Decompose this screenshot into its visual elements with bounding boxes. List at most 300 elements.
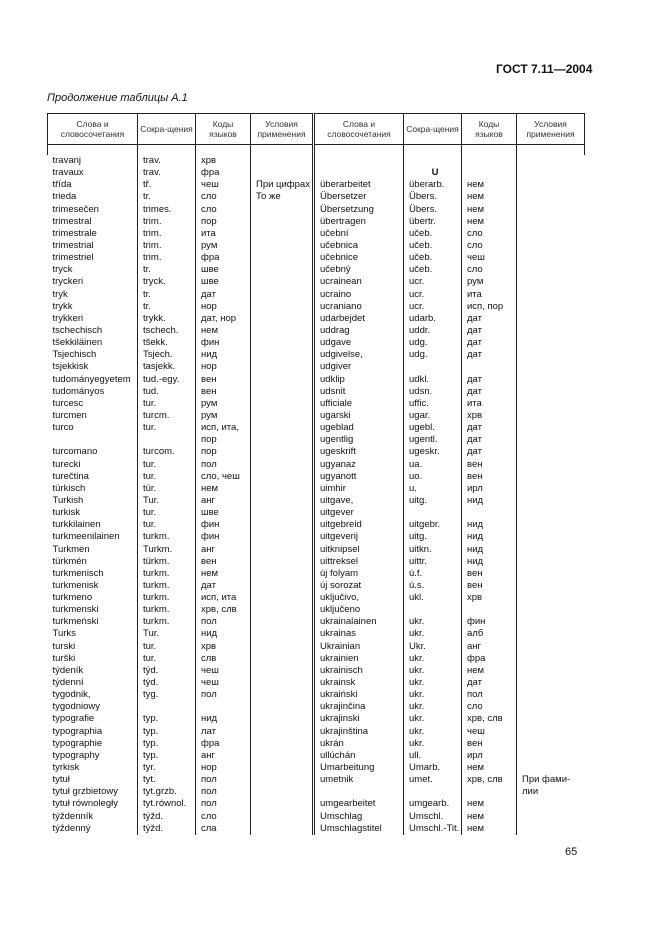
lang-right: дат xyxy=(462,325,517,337)
lang-right: нид xyxy=(462,556,517,568)
table-row xyxy=(48,410,585,422)
lang-left: фин xyxy=(196,531,251,543)
lang-left: пол xyxy=(196,786,251,798)
table-row xyxy=(48,240,585,252)
abbr-right: ukr. xyxy=(404,713,462,725)
lang-left: пол xyxy=(196,616,251,628)
abbr-left: tyt. xyxy=(138,774,196,786)
lang-left: нид xyxy=(196,713,251,725)
cond-left xyxy=(251,616,314,628)
cond-left xyxy=(251,349,314,361)
abbr-left: turcm. xyxy=(138,410,196,422)
table-row xyxy=(48,252,585,264)
abbr-left: turkm. xyxy=(138,568,196,580)
cond-left xyxy=(251,422,314,434)
word-right: učební xyxy=(314,228,404,240)
table-row xyxy=(48,289,585,301)
cond-right xyxy=(517,264,585,276)
abbr-right: Umschl. xyxy=(404,811,462,823)
word-left: turkmenisk xyxy=(52,579,99,591)
cond-right xyxy=(517,628,585,640)
cond-right xyxy=(517,386,585,398)
word-right: ucraino xyxy=(314,289,404,301)
lang-left: дат xyxy=(196,580,251,592)
abbr-left: tur. xyxy=(138,471,196,483)
word-left: turkmenski xyxy=(52,604,99,616)
table-header-row xyxy=(48,114,585,145)
cond-left xyxy=(251,446,314,458)
lang-left: вен xyxy=(196,556,251,568)
abbr-right: ukr. xyxy=(404,628,462,640)
table-row xyxy=(48,349,585,361)
standard-code: ГОСТ 7.11—2004 xyxy=(496,62,593,76)
word-left: Turkmen xyxy=(52,543,90,555)
word-left xyxy=(48,434,138,446)
table-row xyxy=(48,325,585,337)
cond-right xyxy=(517,434,585,446)
cond-left xyxy=(251,726,314,738)
table-row xyxy=(48,641,585,653)
abbr-right: udkl. xyxy=(404,374,462,386)
lang-right: нид xyxy=(462,531,517,543)
abbr-right: umgearb. xyxy=(404,798,462,810)
abbr-left: trykk. xyxy=(138,313,196,325)
word-left: tygodniowy xyxy=(52,701,101,713)
abbr-left xyxy=(138,701,196,713)
table-row xyxy=(48,568,585,580)
abbr-right: überarb. xyxy=(404,179,462,191)
word-right: ukrajinština xyxy=(314,726,404,738)
table-row xyxy=(48,726,585,738)
abbr-right: učeb. xyxy=(404,240,462,252)
page-number: 65 xyxy=(565,846,578,858)
abbr-left: Turkm. xyxy=(138,544,196,556)
table-body xyxy=(48,145,585,835)
lang-right: анг xyxy=(462,641,517,653)
word-left: typographia xyxy=(52,725,103,737)
table-row xyxy=(48,216,585,228)
lang-right: исп, пор xyxy=(462,301,517,313)
word-left: trykk xyxy=(52,300,73,312)
cond-left xyxy=(251,434,314,446)
cond-left xyxy=(251,519,314,531)
lang-left: исп, ита, xyxy=(196,422,251,434)
word-right: Umarbeitung xyxy=(314,762,404,774)
table-row xyxy=(48,616,585,628)
abbr-left: tr. xyxy=(138,191,196,203)
cond-left xyxy=(251,556,314,568)
abbr-right xyxy=(404,361,462,373)
word-left: tytuł grzbietowy xyxy=(52,786,118,798)
table-row xyxy=(48,677,585,689)
word-right: ukrainalainen xyxy=(314,616,404,628)
word-right: udgiver xyxy=(314,361,404,373)
abbr-right: ukr. xyxy=(404,665,462,677)
word-right: uitgebreid xyxy=(314,519,404,531)
lang-right: ита xyxy=(462,289,517,301)
word-right: überarbeitet xyxy=(314,179,404,191)
lang-left: фин xyxy=(196,519,251,531)
lang-right xyxy=(462,507,517,519)
cond-left xyxy=(251,665,314,677)
abbr-left: turcom. xyxy=(138,446,196,458)
cond-left xyxy=(251,604,314,616)
lang-right: дат xyxy=(462,434,517,446)
cond-left xyxy=(251,252,314,264)
cond-left xyxy=(251,701,314,713)
lang-left: анг xyxy=(196,544,251,556)
lang-right: вен xyxy=(462,459,517,471)
word-left: tryck xyxy=(52,264,73,276)
cond-left xyxy=(251,410,314,422)
cond-right xyxy=(517,556,585,568)
table-row xyxy=(48,374,585,386)
cond-left xyxy=(251,167,314,179)
abbr-left: tschech. xyxy=(138,325,196,337)
cond-right xyxy=(517,580,585,592)
word-right: udarbejdet xyxy=(314,313,404,325)
cond-left xyxy=(251,228,314,240)
lang-right xyxy=(462,604,517,616)
cond-right xyxy=(517,252,585,264)
table-row xyxy=(48,701,585,713)
cond-right xyxy=(517,204,585,216)
word-left: turski xyxy=(52,640,76,652)
cond-left xyxy=(251,240,314,252)
abbr-right: ugentl. xyxy=(404,434,462,446)
cond-right xyxy=(517,216,585,228)
abbr-right: Übers. xyxy=(404,191,462,203)
abbr-left: typ. xyxy=(138,713,196,725)
table-row xyxy=(48,191,585,203)
table-row xyxy=(48,786,585,798)
table-row xyxy=(48,604,585,616)
word-left: tšekkiläinen xyxy=(52,337,103,349)
abbr-left: tur. xyxy=(138,507,196,519)
lang-right: вен xyxy=(462,471,517,483)
lang-right: фин xyxy=(462,616,517,628)
lang-left: пор xyxy=(196,216,251,228)
word-left: turcmen xyxy=(52,409,87,421)
abbr-left: tasjekk. xyxy=(138,361,196,373)
word-left: trimestrial xyxy=(52,239,94,251)
lang-left: слв xyxy=(196,653,251,665)
word-left: travanj xyxy=(52,155,82,166)
cond-left xyxy=(251,738,314,750)
abbr-right: udg. xyxy=(404,337,462,349)
abbr-right: uitg. xyxy=(404,495,462,507)
word-left: třída xyxy=(52,179,72,191)
cond-right xyxy=(517,483,585,495)
lang-left: хрв xyxy=(196,641,251,653)
lang-left: рум xyxy=(196,398,251,410)
cond-right xyxy=(517,301,585,313)
lang-right: сло xyxy=(462,701,517,713)
lang-right: нем xyxy=(462,204,517,216)
abbr-left: tšekk. xyxy=(138,337,196,349)
abbr-right: ucr. xyxy=(404,301,462,313)
table-row xyxy=(48,580,585,592)
word-right: ucraniano xyxy=(314,301,404,313)
abbr-left: Tur. xyxy=(138,495,196,507)
word-right xyxy=(314,155,404,167)
lang-right xyxy=(462,167,517,179)
lang-right: дат xyxy=(462,337,517,349)
cond-right xyxy=(517,289,585,301)
word-left: týdenní xyxy=(52,677,84,689)
header-conditions-left: Условия применения xyxy=(251,114,314,145)
lang-left: ита xyxy=(196,228,251,240)
abbr-right: ú.f. xyxy=(404,568,462,580)
cond-right xyxy=(517,191,585,203)
word-left: türkisch xyxy=(52,482,86,494)
lang-left: нем xyxy=(196,483,251,495)
abbr-right: Umarb. xyxy=(404,762,462,774)
word-right: Übersetzer xyxy=(314,191,404,203)
word-right: umgearbeitet xyxy=(314,798,404,810)
abbr-right: uddr. xyxy=(404,325,462,337)
abbr-right: ukr. xyxy=(404,616,462,628)
abbr-right: ukr. xyxy=(404,677,462,689)
abbr-left: týd. xyxy=(138,665,196,677)
table-row xyxy=(48,592,585,604)
header-language-codes-right: Коды языков xyxy=(462,114,517,145)
table-row xyxy=(48,471,585,483)
abbr-right: udarb. xyxy=(404,313,462,325)
table-row xyxy=(48,507,585,519)
word-right: udsnit xyxy=(314,386,404,398)
lang-left: дат, нор xyxy=(196,313,251,325)
lang-left: нид xyxy=(196,349,251,361)
word-right xyxy=(314,167,404,179)
table-row xyxy=(48,823,585,835)
lang-right: нем xyxy=(462,191,517,203)
word-left: typografie xyxy=(52,713,95,725)
word-left: typography xyxy=(52,749,100,761)
word-left: turcesc xyxy=(52,397,84,409)
word-right: Umschlagstitel xyxy=(314,823,404,835)
cond-right: лии xyxy=(517,786,585,798)
cond-right xyxy=(517,155,585,167)
abbr-right: Umschl.-Tit. xyxy=(404,823,462,835)
cond-left xyxy=(251,689,314,701)
lang-right: нем xyxy=(462,823,517,835)
lang-left: сло, чеш xyxy=(196,471,251,483)
word-left: tryckeri xyxy=(52,276,84,288)
lang-left: нор xyxy=(196,762,251,774)
abbr-right: Übers. xyxy=(404,204,462,216)
lang-left: лат xyxy=(196,726,251,738)
cond-left xyxy=(251,216,314,228)
abbr-right: umet. xyxy=(404,774,462,786)
table-row xyxy=(48,519,585,531)
word-right: ukrainisch xyxy=(314,665,404,677)
word-left: turkkilainen xyxy=(52,519,101,531)
word-right: ugyanott xyxy=(314,471,404,483)
table-row xyxy=(48,811,585,823)
lang-left: фин xyxy=(196,337,251,349)
abbr-right: udsn. xyxy=(404,386,462,398)
word-left: trykkeri xyxy=(52,312,84,324)
lang-left: пол xyxy=(196,774,251,786)
abbreviations-table xyxy=(47,113,585,835)
abbr-right: uffic. xyxy=(404,398,462,410)
lang-left: сло xyxy=(196,191,251,203)
abbr-left: tř. xyxy=(138,179,196,191)
word-right: ukrainas xyxy=(314,628,404,640)
lang-right xyxy=(462,786,517,798)
cond-right xyxy=(517,374,585,386)
lang-right: фра xyxy=(462,653,517,665)
lang-left: рум xyxy=(196,410,251,422)
word-left: trimestrale xyxy=(52,227,97,239)
word-right: uddrag xyxy=(314,325,404,337)
cond-left xyxy=(251,713,314,725)
word-right: ukraiński xyxy=(314,689,404,701)
table-caption: Продолжение таблицы А.1 xyxy=(47,92,188,104)
cond-left xyxy=(251,361,314,373)
cond-left xyxy=(251,155,314,167)
word-left: travaux xyxy=(52,167,84,179)
lang-left: пор xyxy=(196,434,251,446)
lang-right xyxy=(462,361,517,373)
abbr-left: trim. xyxy=(138,228,196,240)
cond-left xyxy=(251,798,314,810)
lang-right: вен xyxy=(462,580,517,592)
lang-left: сло xyxy=(196,811,251,823)
cond-right xyxy=(517,726,585,738)
abbr-right: u. xyxy=(404,483,462,495)
abbr-left: tryck. xyxy=(138,276,196,288)
header-language-codes-left: Коды языков xyxy=(196,114,251,145)
table-row xyxy=(48,689,585,701)
word-left: trimestriel xyxy=(52,252,94,264)
cond-left xyxy=(251,677,314,689)
table-row xyxy=(48,556,585,568)
word-left: tudományegyetem xyxy=(52,373,131,385)
cond-left xyxy=(251,337,314,349)
word-right: ugeskrift xyxy=(314,446,404,458)
cond-left xyxy=(251,823,314,835)
cond-left xyxy=(251,459,314,471)
lang-left: пол xyxy=(196,798,251,810)
table-row xyxy=(48,361,585,373)
lang-right: нем xyxy=(462,798,517,810)
word-right: uključivo, xyxy=(314,592,404,604)
cond-left: При цифрах xyxy=(251,179,314,191)
word-right: uključeno xyxy=(314,604,404,616)
word-right: új folyam xyxy=(314,568,404,580)
word-right: ukrajinčina xyxy=(314,701,404,713)
word-left: tsjekkisk xyxy=(52,361,89,373)
abbr-left: tyt.równol. xyxy=(138,798,196,810)
cond-right xyxy=(517,398,585,410)
abbr-left: tud. xyxy=(138,386,196,398)
abbr-left: tr. xyxy=(138,264,196,276)
abbr-left: tyg. xyxy=(138,689,196,701)
cond-right xyxy=(517,507,585,519)
cond-left xyxy=(251,580,314,592)
word-right: uitgeverij xyxy=(314,531,404,543)
lang-left: пол xyxy=(196,459,251,471)
word-left: turcomano xyxy=(52,446,98,458)
abbr-left: tur. xyxy=(138,422,196,434)
abbr-left: trimes. xyxy=(138,204,196,216)
cond-right xyxy=(517,519,585,531)
word-right: ukrán xyxy=(314,738,404,750)
table-row xyxy=(48,301,585,313)
cond-right xyxy=(517,604,585,616)
lang-left: нор xyxy=(196,301,251,313)
lang-right: сло xyxy=(462,228,517,240)
abbr-right: uo. xyxy=(404,471,462,483)
lang-right: дат xyxy=(462,446,517,458)
abbr-left: tür. xyxy=(138,483,196,495)
cond-right xyxy=(517,616,585,628)
cond-left xyxy=(251,653,314,665)
lang-left: чеш xyxy=(196,179,251,191)
lang-right: хрв xyxy=(462,410,517,422)
lang-right: дат xyxy=(462,349,517,361)
word-right: ugyanaz xyxy=(314,459,404,471)
lang-left: хрв, слв xyxy=(196,604,251,616)
lang-left: фра xyxy=(196,252,251,264)
table-row xyxy=(48,204,585,216)
word-left: tryk xyxy=(52,288,68,300)
abbr-right: ucr. xyxy=(404,289,462,301)
abbr-right: ugeskr. xyxy=(404,446,462,458)
table-row xyxy=(48,483,585,495)
word-left: turkmeno xyxy=(52,592,93,604)
cond-left xyxy=(251,398,314,410)
abbr-right: udg. xyxy=(404,349,462,361)
table-row xyxy=(48,337,585,349)
word-right: ufficiale xyxy=(314,398,404,410)
abbr-left: tr. xyxy=(138,289,196,301)
word-right: übertragen xyxy=(314,216,404,228)
word-right: ucrainean xyxy=(314,276,404,288)
abbr-right: ugebl. xyxy=(404,422,462,434)
cond-left xyxy=(251,301,314,313)
lang-left: вен xyxy=(196,386,251,398)
lang-right: вен xyxy=(462,568,517,580)
word-right: ukrajinski xyxy=(314,713,404,725)
cond-right xyxy=(517,762,585,774)
abbr-right: ú.s. xyxy=(404,580,462,592)
cond-left xyxy=(251,786,314,798)
cond-right xyxy=(517,592,585,604)
cond-left xyxy=(251,204,314,216)
abbr-right: ukr. xyxy=(404,689,462,701)
table-row xyxy=(48,398,585,410)
abbr-right xyxy=(404,507,462,519)
abbr-left: turkm. xyxy=(138,616,196,628)
lang-right: пол xyxy=(462,689,517,701)
table-row xyxy=(48,774,585,786)
cond-left: То же xyxy=(251,191,314,203)
lang-left: чеш xyxy=(196,665,251,677)
cond-right xyxy=(517,410,585,422)
lang-right: хрв, слв xyxy=(462,713,517,725)
word-left: tytuł xyxy=(52,774,70,786)
word-left: tytuł równoległy xyxy=(52,798,118,810)
abbr-right: übertr. xyxy=(404,216,462,228)
lang-left: нор xyxy=(196,361,251,373)
lang-right: дат xyxy=(462,677,517,689)
lang-left: фра xyxy=(196,167,251,179)
table-row xyxy=(48,459,585,471)
word-right: ullúchán xyxy=(314,750,404,762)
